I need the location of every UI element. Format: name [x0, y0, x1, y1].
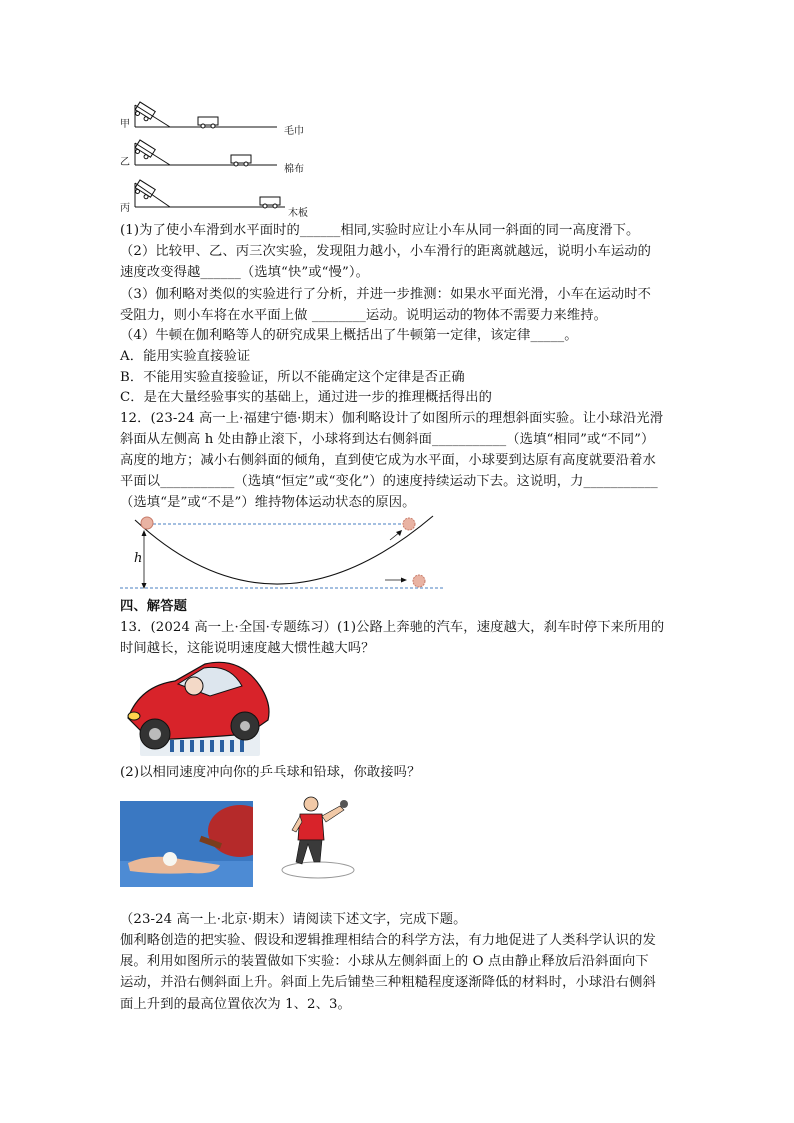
passage-line4: 面上升到的最高位置依次为 1、2、3。 [120, 997, 351, 1012]
q12-line4: 平面以___________（选填“恒定”或“变化”）的速度持续运动下去。这说明，力___________ [120, 474, 658, 489]
incline-experiment-figure [115, 95, 315, 220]
q11-part2-line2: 速度改变得越______（选填“快”或“慢”）。 [120, 265, 369, 280]
q12-line5: （选填“是”或“不是”）维持物体运动状态的原因。 [120, 495, 416, 510]
row-yi [133, 140, 277, 166]
ball-start [141, 517, 153, 529]
row-label-yi: 乙 [120, 157, 130, 168]
q13-part2: (2)以相同速度冲向你的乒乓球和铅球，你敢接吗？ [120, 765, 421, 780]
q12-line3: 高度的地方；减小右侧斜面的倾角，直到使它成为水平面，小球要到达原有高度就要沿着水 [120, 453, 656, 468]
q11-part3-line1: （3）伽利略对类似的实验进行了分析，并进一步推测：如果水平面光滑，小车在运动时不 [120, 287, 652, 302]
ball-flat [413, 575, 425, 587]
row-jia [133, 102, 277, 128]
q13-line2: 时间越长，这能说明速度越大惯性越大吗？ [120, 641, 375, 656]
q12-line2: 斜面从左侧高 h 处由静止滚下，小球将到达右侧斜面___________（选填“相同”或“不同”） [120, 432, 655, 447]
shot-put-athlete-image [278, 792, 358, 880]
passage-source: （23-24 高一上·北京·期末）请阅读下述文字，完成下题。 [120, 912, 467, 927]
braking-car-image [120, 656, 280, 758]
section-title: 四、解答题 [120, 599, 187, 614]
curved-track [135, 516, 433, 584]
row-label-bing: 丙 [120, 203, 130, 214]
height-label-h: h [134, 551, 143, 566]
q11-part1: (1)为了使小车滑到水平面时的______相同,实验时应让小车从同一斜面的同一高度滑下。 [120, 223, 640, 238]
passage-line3: 运动，并沿右侧斜面上升。斜面上先后铺垫三种粗糙程度逐渐降低的材料时，小球沿右侧斜 [120, 975, 656, 990]
surface-label-wood: 木板 [288, 208, 308, 219]
q11-option-a: A．能用实验直接验证 [120, 349, 251, 364]
q11-part3-line2: 受阻力，则小车将在水平面上做 ________运动。说明运动的物体不需要力来维持。 [120, 308, 608, 323]
ball-right-slope [403, 518, 415, 530]
row-bing [133, 180, 285, 208]
row-label-jia: 甲 [120, 119, 130, 130]
ping-pong-photo [120, 801, 253, 887]
q11-part2-line1: （2）比较甲、乙、丙三次实验，发现阻力越小，小车滑行的距离就越远，说明小车运动的 [120, 244, 652, 259]
passage-line2: 展。利用如图所示的装置做如下实验：小球从左侧斜面上的 O 点由静止释放后沿斜面向下 [120, 954, 649, 969]
q13-line1: 13．(2024 高一上·全国·专题练习）(1)公路上奔驰的汽车，速度越大，刹车时停下来所用的 [120, 620, 665, 635]
ideal-incline-figure [115, 510, 445, 595]
q11-part4: （4）牛顿在伽利略等人的研究成果上概括出了牛顿第一定律，该定律_____。 [120, 328, 578, 343]
surface-label-cotton: 棉布 [284, 164, 304, 175]
q11-option-b: B．不能用实验直接验证，所以不能确定这个定律是否正确 [120, 370, 465, 385]
q11-option-c: C．是在大量经验事实的基础上，通过进一步的推理概括得出的 [120, 390, 492, 405]
q12-line1: 12．(23-24 高一上·福建宁德·期末）伽利略设计了如图所示的理想斜面实验。让小球沿光滑 [120, 411, 664, 426]
passage-line1: 伽利略创造的把实验、假设和逻辑推理相结合的科学方法，有力地促进了人类科学认识的发 [120, 933, 656, 948]
surface-label-towel: 毛巾 [284, 126, 304, 137]
